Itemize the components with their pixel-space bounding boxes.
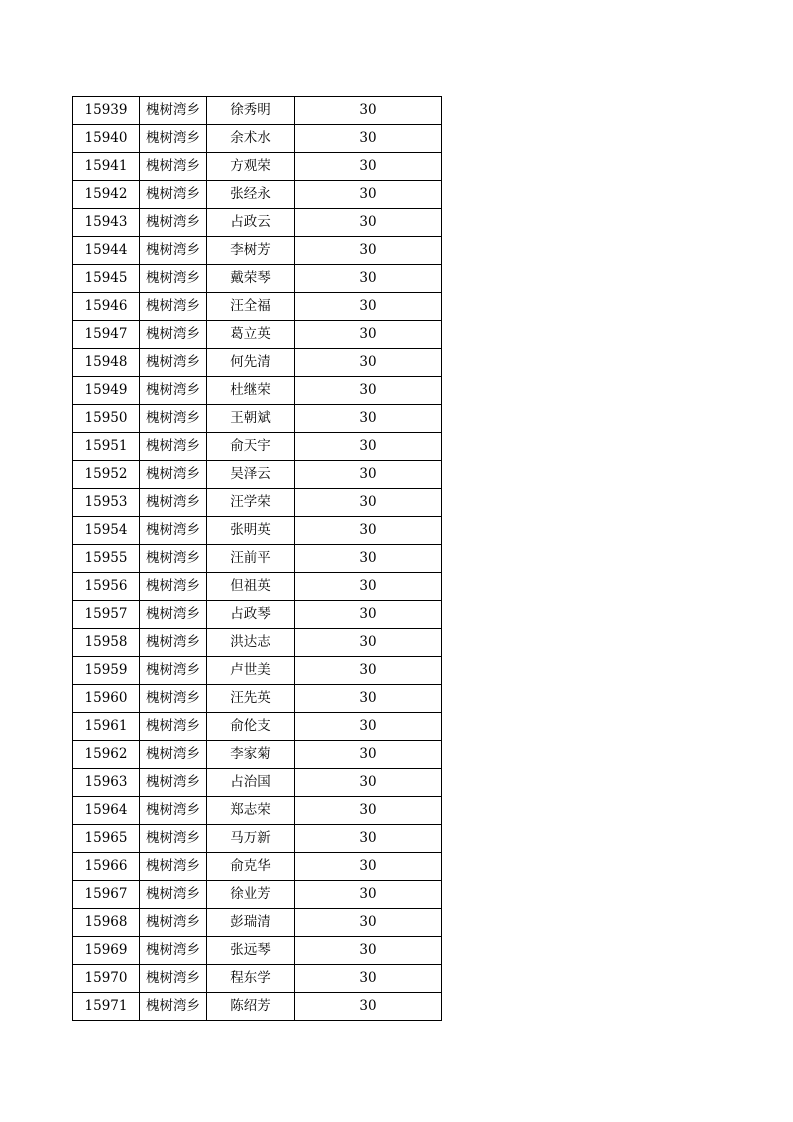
amount-cell: 30: [295, 657, 442, 685]
table-row: [73, 881, 442, 909]
row-number-cell: 15939: [73, 97, 140, 125]
amount-cell: 30: [295, 713, 442, 741]
row-number-cell: 15940: [73, 125, 140, 153]
table-row: [73, 265, 442, 293]
person-name-cell: 俞克华: [207, 853, 295, 881]
table-row: [73, 769, 442, 797]
amount-cell: 30: [295, 909, 442, 937]
person-name-cell: 占治国: [207, 769, 295, 797]
person-name-cell: 张远琴: [207, 937, 295, 965]
person-name-cell: 徐业芳: [207, 881, 295, 909]
row-number-cell: 15954: [73, 517, 140, 545]
amount-cell: 30: [295, 601, 442, 629]
row-number-cell: 15955: [73, 545, 140, 573]
row-number-cell: 15957: [73, 601, 140, 629]
person-name-cell: 占政云: [207, 209, 295, 237]
amount-cell: 30: [295, 965, 442, 993]
amount-cell: 30: [295, 573, 442, 601]
amount-cell: 30: [295, 405, 442, 433]
table-row: [73, 573, 442, 601]
person-name-cell: 李树芳: [207, 237, 295, 265]
table-row: [73, 349, 442, 377]
table-row: [73, 321, 442, 349]
township-cell: 槐树湾乡: [140, 489, 207, 517]
township-cell: 槐树湾乡: [140, 601, 207, 629]
table-row: [73, 825, 442, 853]
table-row: [73, 433, 442, 461]
township-cell: 槐树湾乡: [140, 153, 207, 181]
row-number-cell: 15961: [73, 713, 140, 741]
table-row: [73, 657, 442, 685]
township-cell: 槐树湾乡: [140, 993, 207, 1021]
amount-cell: 30: [295, 825, 442, 853]
amount-cell: 30: [295, 461, 442, 489]
row-number-cell: 15967: [73, 881, 140, 909]
table-body: [73, 97, 442, 1021]
table-row: [73, 209, 442, 237]
person-name-cell: 汪学荣: [207, 489, 295, 517]
township-cell: 槐树湾乡: [140, 405, 207, 433]
amount-cell: 30: [295, 293, 442, 321]
amount-cell: 30: [295, 769, 442, 797]
row-number-cell: 15959: [73, 657, 140, 685]
amount-cell: 30: [295, 741, 442, 769]
table-row: [73, 461, 442, 489]
township-cell: 槐树湾乡: [140, 685, 207, 713]
amount-cell: 30: [295, 237, 442, 265]
row-number-cell: 15948: [73, 349, 140, 377]
township-cell: 槐树湾乡: [140, 769, 207, 797]
amount-cell: 30: [295, 321, 442, 349]
row-number-cell: 15964: [73, 797, 140, 825]
row-number-cell: 15941: [73, 153, 140, 181]
township-cell: 槐树湾乡: [140, 741, 207, 769]
row-number-cell: 15944: [73, 237, 140, 265]
amount-cell: 30: [295, 629, 442, 657]
row-number-cell: 15965: [73, 825, 140, 853]
person-name-cell: 马万新: [207, 825, 295, 853]
township-cell: 槐树湾乡: [140, 293, 207, 321]
person-name-cell: 彭瑞清: [207, 909, 295, 937]
person-name-cell: 卢世美: [207, 657, 295, 685]
person-name-cell: 戴荣琴: [207, 265, 295, 293]
amount-cell: 30: [295, 545, 442, 573]
person-name-cell: 汪前平: [207, 545, 295, 573]
row-number-cell: 15951: [73, 433, 140, 461]
township-cell: 槐树湾乡: [140, 181, 207, 209]
township-cell: 槐树湾乡: [140, 97, 207, 125]
township-cell: 槐树湾乡: [140, 125, 207, 153]
row-number-cell: 15942: [73, 181, 140, 209]
person-name-cell: 俞天宇: [207, 433, 295, 461]
row-number-cell: 15970: [73, 965, 140, 993]
township-cell: 槐树湾乡: [140, 713, 207, 741]
person-name-cell: 吴泽云: [207, 461, 295, 489]
person-name-cell: 程东学: [207, 965, 295, 993]
row-number-cell: 15947: [73, 321, 140, 349]
person-name-cell: 陈绍芳: [207, 993, 295, 1021]
township-cell: 槐树湾乡: [140, 657, 207, 685]
table-row: [73, 405, 442, 433]
person-name-cell: 徐秀明: [207, 97, 295, 125]
person-name-cell: 郑志荣: [207, 797, 295, 825]
table-row: [73, 97, 442, 125]
amount-cell: 30: [295, 209, 442, 237]
table-row: [73, 993, 442, 1021]
table-row: [73, 937, 442, 965]
person-name-cell: 但祖英: [207, 573, 295, 601]
township-cell: 槐树湾乡: [140, 825, 207, 853]
person-name-cell: 杜继荣: [207, 377, 295, 405]
table-row: [73, 853, 442, 881]
row-number-cell: 15971: [73, 993, 140, 1021]
amount-cell: 30: [295, 349, 442, 377]
amount-cell: 30: [295, 181, 442, 209]
township-cell: 槐树湾乡: [140, 573, 207, 601]
table-row: [73, 797, 442, 825]
amount-cell: 30: [295, 153, 442, 181]
person-name-cell: 洪达志: [207, 629, 295, 657]
township-cell: 槐树湾乡: [140, 433, 207, 461]
township-cell: 槐树湾乡: [140, 797, 207, 825]
amount-cell: 30: [295, 881, 442, 909]
table-row: [73, 713, 442, 741]
table-row: [73, 181, 442, 209]
person-name-cell: 李家菊: [207, 741, 295, 769]
row-number-cell: 15963: [73, 769, 140, 797]
table-row: [73, 601, 442, 629]
row-number-cell: 15946: [73, 293, 140, 321]
table-row: [73, 741, 442, 769]
person-name-cell: 张明英: [207, 517, 295, 545]
table-row: [73, 293, 442, 321]
amount-cell: 30: [295, 797, 442, 825]
township-cell: 槐树湾乡: [140, 349, 207, 377]
row-number-cell: 15949: [73, 377, 140, 405]
township-cell: 槐树湾乡: [140, 377, 207, 405]
amount-cell: 30: [295, 265, 442, 293]
table-row: [73, 965, 442, 993]
township-cell: 槐树湾乡: [140, 881, 207, 909]
township-cell: 槐树湾乡: [140, 237, 207, 265]
amount-cell: 30: [295, 517, 442, 545]
township-cell: 槐树湾乡: [140, 265, 207, 293]
township-cell: 槐树湾乡: [140, 629, 207, 657]
township-cell: 槐树湾乡: [140, 545, 207, 573]
row-number-cell: 15968: [73, 909, 140, 937]
row-number-cell: 15958: [73, 629, 140, 657]
table-row: [73, 629, 442, 657]
amount-cell: 30: [295, 685, 442, 713]
table-row: [73, 153, 442, 181]
person-name-cell: 王朝斌: [207, 405, 295, 433]
row-number-cell: 15962: [73, 741, 140, 769]
amount-cell: 30: [295, 489, 442, 517]
row-number-cell: 15956: [73, 573, 140, 601]
amount-cell: 30: [295, 937, 442, 965]
data-table: [72, 96, 442, 1021]
person-name-cell: 占政琴: [207, 601, 295, 629]
person-name-cell: 汪先英: [207, 685, 295, 713]
table-row: [73, 545, 442, 573]
amount-cell: 30: [295, 853, 442, 881]
amount-cell: 30: [295, 433, 442, 461]
row-number-cell: 15969: [73, 937, 140, 965]
row-number-cell: 15953: [73, 489, 140, 517]
amount-cell: 30: [295, 97, 442, 125]
person-name-cell: 张经永: [207, 181, 295, 209]
township-cell: 槐树湾乡: [140, 321, 207, 349]
row-number-cell: 15952: [73, 461, 140, 489]
township-cell: 槐树湾乡: [140, 209, 207, 237]
township-cell: 槐树湾乡: [140, 517, 207, 545]
row-number-cell: 15945: [73, 265, 140, 293]
row-number-cell: 15950: [73, 405, 140, 433]
table-row: [73, 237, 442, 265]
table-row: [73, 685, 442, 713]
township-cell: 槐树湾乡: [140, 853, 207, 881]
table-row: [73, 377, 442, 405]
township-cell: 槐树湾乡: [140, 937, 207, 965]
person-name-cell: 何先清: [207, 349, 295, 377]
table-row: [73, 125, 442, 153]
amount-cell: 30: [295, 125, 442, 153]
township-cell: 槐树湾乡: [140, 909, 207, 937]
row-number-cell: 15943: [73, 209, 140, 237]
row-number-cell: 15966: [73, 853, 140, 881]
table-row: [73, 517, 442, 545]
table-row: [73, 489, 442, 517]
table-row: [73, 909, 442, 937]
amount-cell: 30: [295, 377, 442, 405]
row-number-cell: 15960: [73, 685, 140, 713]
township-cell: 槐树湾乡: [140, 965, 207, 993]
person-name-cell: 葛立英: [207, 321, 295, 349]
person-name-cell: 方观荣: [207, 153, 295, 181]
person-name-cell: 余术水: [207, 125, 295, 153]
township-cell: 槐树湾乡: [140, 461, 207, 489]
person-name-cell: 俞伦支: [207, 713, 295, 741]
person-name-cell: 汪全福: [207, 293, 295, 321]
amount-cell: 30: [295, 993, 442, 1021]
